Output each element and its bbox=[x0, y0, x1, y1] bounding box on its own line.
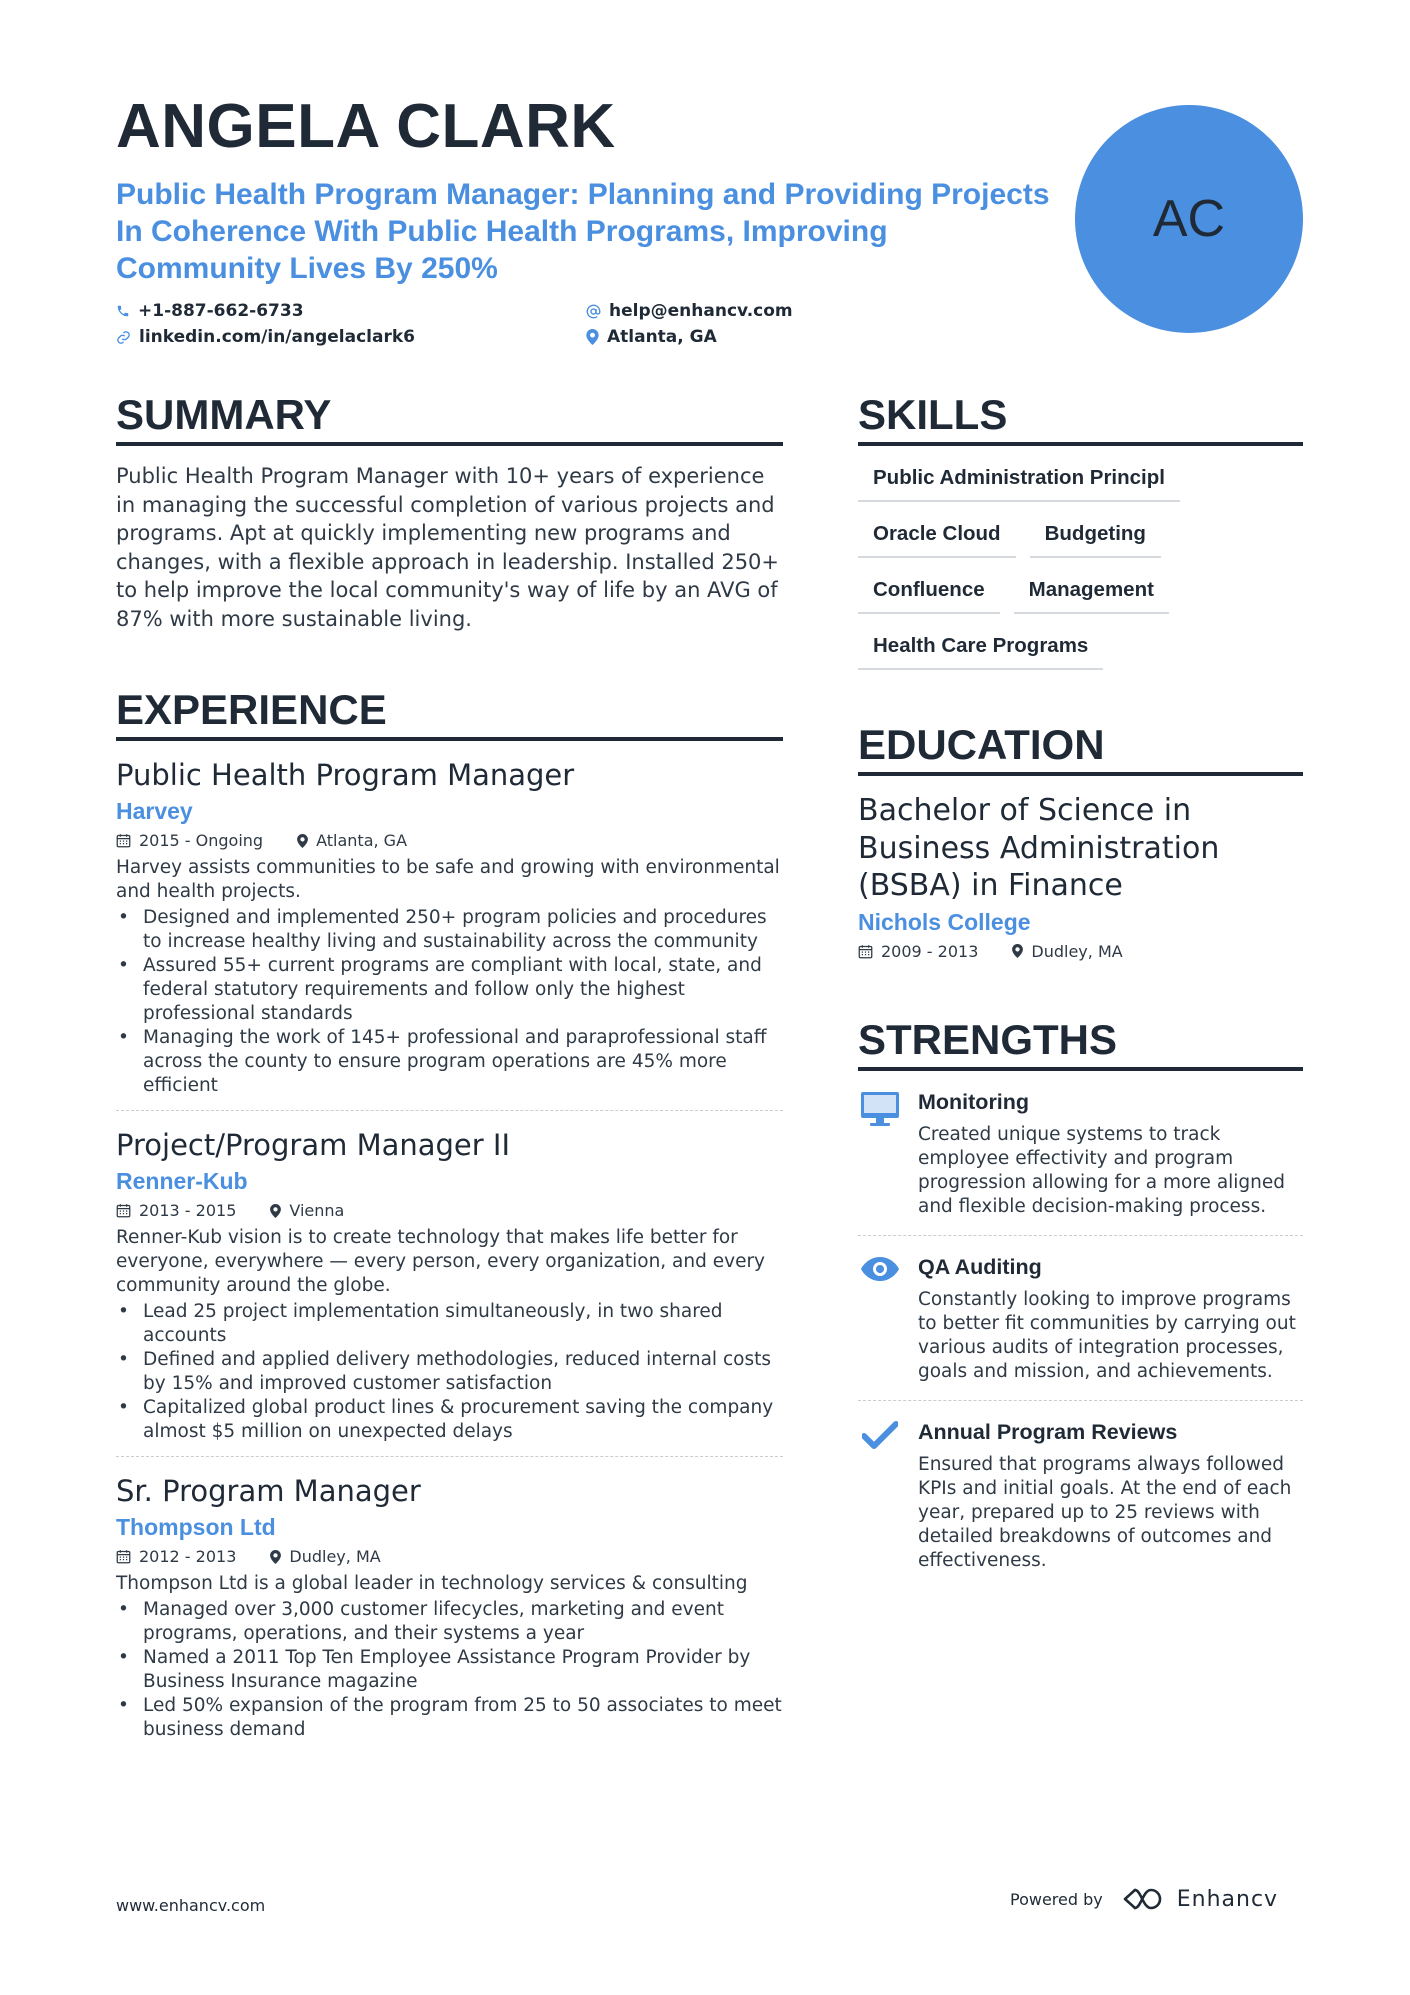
job-description: Harvey assists communities to be safe and growing with environmental and health projects. bbox=[116, 857, 780, 903]
job-meta bbox=[116, 1201, 783, 1220]
calendar-icon bbox=[858, 944, 873, 959]
phone-icon bbox=[116, 304, 130, 318]
calendar-icon bbox=[116, 833, 131, 848]
summary-heading: SUMMARY bbox=[116, 392, 783, 446]
job-description: Thompson Ltd is a global leader in technology services & consulting bbox=[116, 1573, 748, 1595]
company-name: Thompson Ltd bbox=[116, 1514, 276, 1541]
checkmark-icon bbox=[862, 1421, 898, 1449]
job-bullets bbox=[116, 1300, 783, 1444]
job-bullet: • Defined and applied delivery methodologies, reduced internal costs by 15% and improved customer satisfaction bbox=[116, 1348, 783, 1396]
avatar-initials: AC bbox=[1152, 190, 1226, 248]
location-pin-icon bbox=[270, 1550, 281, 1564]
job-dates: 2012 - 2013 bbox=[139, 1547, 237, 1567]
location-pin-icon bbox=[297, 834, 308, 848]
job-bullet: • Managing the work of 145+ professional and paraprofessional staff across the county to ensure program operations are 45% more efficient bbox=[116, 1026, 783, 1098]
job-bullets bbox=[116, 1598, 783, 1742]
job-bullet: • Managed over 3,000 customer lifecycles, marketing and event programs, operations, and their systems a year bbox=[116, 1598, 783, 1646]
job-bullet: • Designed and implemented 250+ program policies and procedures to increase healthy living and sustainability across the community bbox=[116, 906, 783, 954]
footer-branding bbox=[1010, 1886, 1278, 1912]
contact-email[interactable] bbox=[586, 301, 886, 321]
job-bullet: • Lead 25 project implementation simultaneously, in two shared accounts bbox=[116, 1300, 783, 1348]
company-name: Harvey bbox=[116, 798, 193, 825]
contact-linkedin[interactable] bbox=[116, 327, 586, 347]
footer-website[interactable]: www.enhancv.com bbox=[116, 1896, 266, 1915]
resume-header bbox=[116, 92, 1056, 347]
education-section bbox=[858, 722, 1303, 961]
strength-item bbox=[858, 1236, 1303, 1401]
job-title: Public Health Program Manager bbox=[116, 758, 575, 793]
skill-tag: Health Care Programs bbox=[858, 634, 1103, 670]
education-heading: EDUCATION bbox=[858, 722, 1303, 776]
candidate-name: ANGELA CLARK bbox=[116, 92, 616, 161]
skills-list bbox=[858, 466, 1303, 670]
strength-item bbox=[858, 1071, 1303, 1236]
skill-tag: Confluence bbox=[858, 578, 1000, 614]
contact-location bbox=[586, 327, 886, 347]
education-location: Dudley, MA bbox=[1031, 941, 1123, 961]
strength-title: QA Auditing bbox=[918, 1255, 1042, 1280]
education-meta bbox=[858, 942, 1303, 961]
at-sign-icon bbox=[586, 304, 601, 319]
skills-section bbox=[858, 392, 1303, 670]
strength-description: Created unique systems to track employee effectivity and program progression allowing for a more aligned and flexible decision-making process. bbox=[918, 1124, 1286, 1218]
strength-item bbox=[858, 1401, 1303, 1589]
enhancv-logo-icon bbox=[1121, 1886, 1167, 1912]
job-dates: 2013 - 2015 bbox=[139, 1201, 237, 1221]
job-meta bbox=[116, 1547, 783, 1566]
job-bullet: • Led 50% expansion of the program from 25 to 50 associates to meet business demand bbox=[116, 1694, 783, 1742]
contact-phone[interactable] bbox=[116, 301, 586, 321]
job-location: Atlanta, GA bbox=[316, 831, 408, 851]
job-entry bbox=[116, 1457, 783, 1754]
job-entry bbox=[116, 741, 783, 1111]
skill-tag: Management bbox=[1014, 578, 1169, 614]
strength-description: Constantly looking to improve programs to better fit communities by carrying out various audits of integration processes, goals and mission, and achievements. bbox=[918, 1289, 1296, 1383]
summary-section bbox=[116, 392, 783, 633]
job-bullet: • Assured 55+ current programs are compliant with local, state, and federal statutory requirements and follow only the highest professional standards bbox=[116, 954, 783, 1026]
skill-tag: Oracle Cloud bbox=[858, 522, 1016, 558]
job-bullets bbox=[116, 906, 783, 1098]
job-bullet: • Named a 2011 Top Ten Employee Assistance Program Provider by Business Insurance magazine bbox=[116, 1646, 783, 1694]
experience-section bbox=[116, 687, 783, 1754]
email-text: help@enhancv.com bbox=[609, 301, 793, 321]
location-pin-icon bbox=[586, 329, 599, 345]
education-degree: Bachelor of Science in Business Administration (BSBA) in Finance bbox=[858, 793, 1220, 904]
calendar-icon bbox=[116, 1549, 131, 1564]
summary-text: Public Health Program Manager with 10+ years of experience in managing the successful completion of various projects and programs. Apt at quickly implementing new programs and changes, with a flexible approach in leadership. Installed 250+ to help improve the local community's way of life by an AVG of 87% with more sustainable living. bbox=[116, 464, 780, 631]
job-title: Project/Program Manager II bbox=[116, 1128, 511, 1163]
experience-heading: EXPERIENCE bbox=[116, 687, 783, 741]
education-dates: 2009 - 2013 bbox=[881, 941, 979, 961]
phone-text: +1-887-662-6733 bbox=[138, 301, 304, 321]
education-school: Nichols College bbox=[858, 908, 1031, 935]
job-entry bbox=[116, 1111, 783, 1457]
job-description: Renner-Kub vision is to create technology that makes life better for everyone, everywhere — every person, every organization, and every community around the globe. bbox=[116, 1227, 766, 1297]
linkedin-text: linkedin.com/in/angelaclark6 bbox=[139, 327, 415, 347]
monitor-icon bbox=[860, 1091, 900, 1127]
location-pin-icon bbox=[1012, 944, 1023, 958]
candidate-headline: Public Health Program Manager: Planning and Providing Projects In Coherence With Public Health Programs, Improving Community Lives By 250% bbox=[116, 178, 1050, 285]
company-name: Renner-Kub bbox=[116, 1168, 248, 1195]
strength-title: Monitoring bbox=[918, 1090, 1030, 1115]
location-text: Atlanta, GA bbox=[607, 327, 717, 347]
eye-icon bbox=[860, 1256, 900, 1282]
powered-by-label: Powered by bbox=[1010, 1889, 1103, 1909]
location-pin-icon bbox=[270, 1204, 281, 1218]
strength-title: Annual Program Reviews bbox=[918, 1420, 1178, 1445]
calendar-icon bbox=[116, 1203, 131, 1218]
skill-tag: Public Administration Principl bbox=[858, 466, 1180, 502]
link-icon bbox=[116, 330, 131, 345]
contact-info bbox=[116, 301, 1056, 347]
skill-tag: Budgeting bbox=[1030, 522, 1161, 558]
job-location: Vienna bbox=[289, 1201, 345, 1221]
strength-description: Ensured that programs always followed KPIs and initial goals. At the end of each year, prepared up to 25 reviews with detailed breakdowns of outcomes and effectiveness. bbox=[918, 1454, 1292, 1572]
job-dates: 2015 - Ongoing bbox=[139, 831, 264, 851]
job-meta bbox=[116, 831, 783, 850]
brand-logo[interactable] bbox=[1121, 1886, 1278, 1912]
brand-name: Enhancv bbox=[1176, 1886, 1279, 1912]
skills-heading: SKILLS bbox=[858, 392, 1303, 446]
strengths-section bbox=[858, 1017, 1303, 1589]
strengths-heading: STRENGTHS bbox=[858, 1017, 1303, 1071]
right-column bbox=[858, 392, 1303, 1589]
job-location: Dudley, MA bbox=[289, 1547, 381, 1567]
avatar bbox=[1075, 105, 1303, 333]
left-column bbox=[116, 392, 783, 1754]
job-title: Sr. Program Manager bbox=[116, 1474, 421, 1509]
job-bullet: • Capitalized global product lines & procurement saving the company almost $5 million on unexpected delays bbox=[116, 1396, 783, 1444]
